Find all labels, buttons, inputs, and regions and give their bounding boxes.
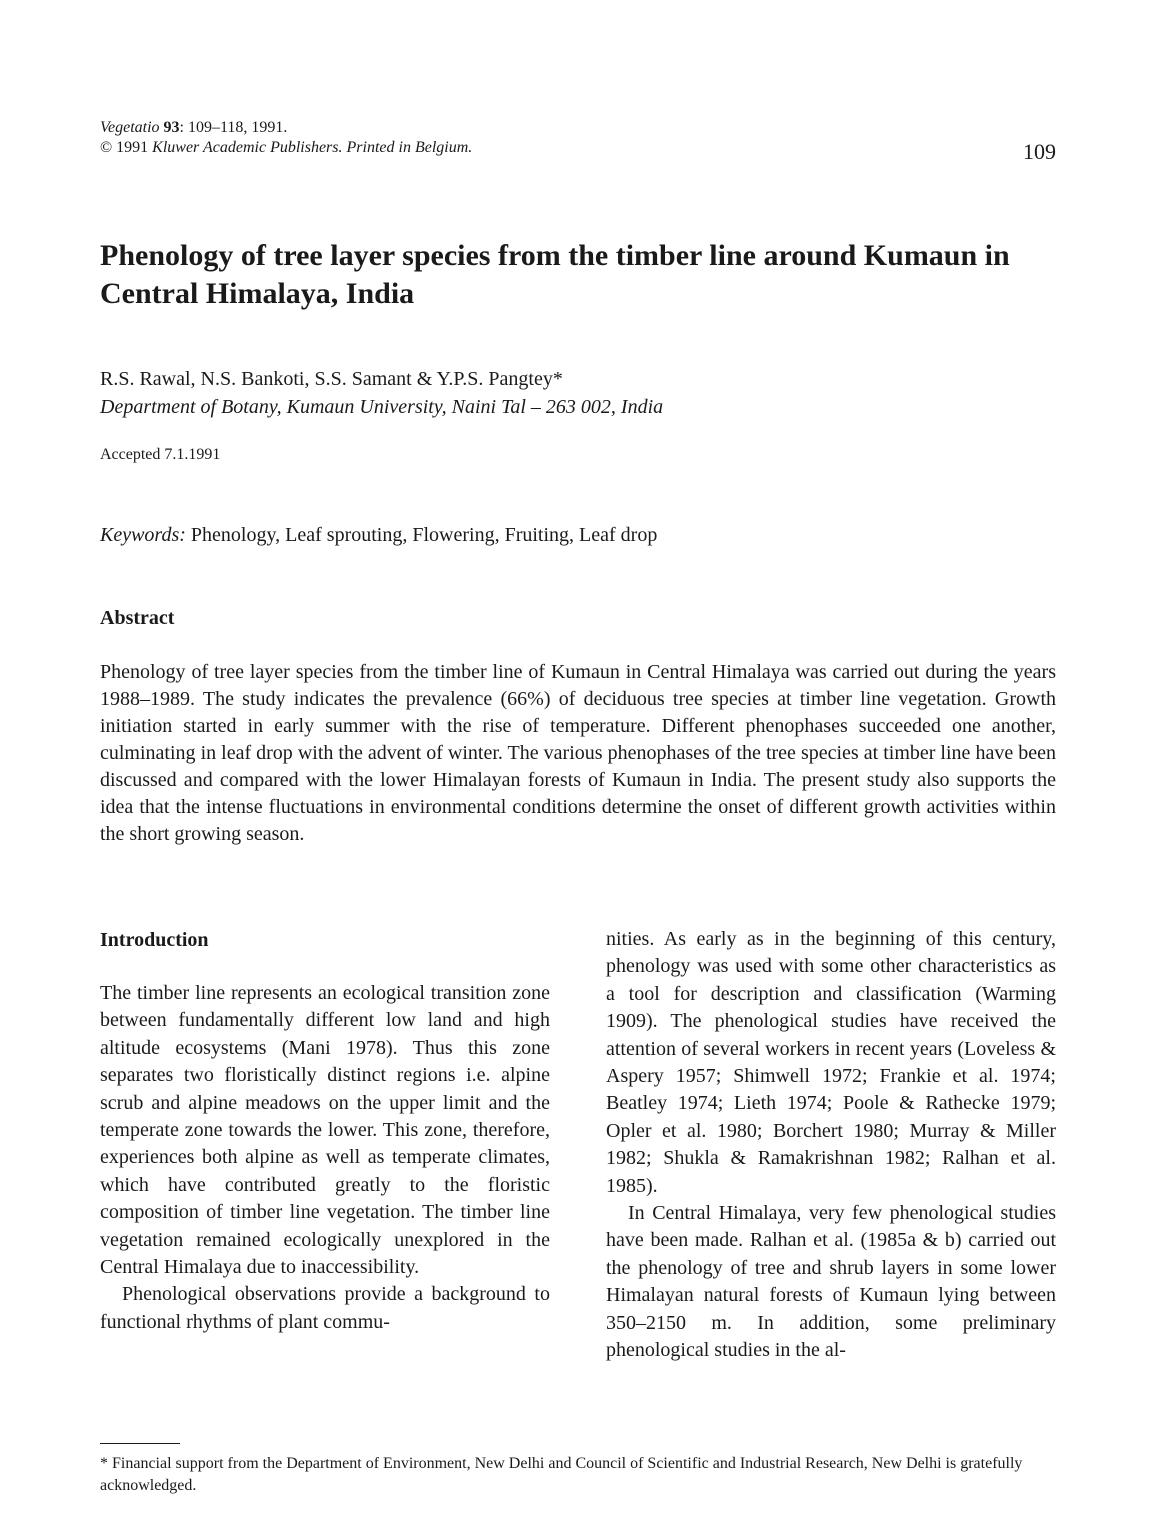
keywords-label: Keywords: [100, 524, 186, 546]
footnote-text: * Financial support from the Department of Environment, New Delhi and Council of Scientific and Industrial Research, New Delhi is gratefully acknowledged. [100, 1455, 1023, 1494]
footnote-divider [100, 1443, 180, 1444]
right-column [606, 926, 1056, 1365]
author-affiliation: Department of Botany, Kumaun University, Naini Tal – 263 002, India [100, 396, 664, 418]
abstract-heading: Abstract [100, 607, 175, 629]
introduction-heading: Introduction [100, 929, 209, 951]
intro-paragraph-3: In Central Himalaya, very few phenological studies have been made. Ralhan et al. (1985a & b) carried out the phenology of tree and shrub layers in some lower Himalayan natural forests of Kumaun lying between 350–2150 m. In addition, some preliminary phenological studies in the al- [606, 1202, 1056, 1362]
citation-line-2 [100, 138, 472, 158]
left-column [100, 980, 550, 1336]
article-title: Phenology of tree layer species from the timber line around Kumaun in Central Himalaya, India [100, 239, 1010, 310]
keywords-list: Phenology, Leaf sprouting, Flowering, Fruiting, Leaf drop [190, 524, 658, 546]
publisher-info: Kluwer Academic Publishers. Printed in Belgium. [152, 139, 473, 156]
author-list: R.S. Rawal, N.S. Bankoti, S.S. Samant & Y.P.S. Pangtey* [100, 368, 563, 390]
journal-name: Vegetatio [100, 119, 160, 136]
accepted-date: Accepted 7.1.1991 [100, 446, 221, 463]
copyright-year: © 1991 [100, 139, 149, 156]
citation-line-1 [100, 118, 472, 138]
intro-paragraph-2-continued: nities. As early as in the beginning of this century, phenology was used with some other characteristics as a tool for description and classification (Warming 1909). The phenological studies have received the attention of several workers in recent years (Loveless & Aspery 1957; Shimwell 1972; Frankie et al. 1974; Beatley 1974; Lieth 1974; Poole & Rathecke 1979; Opler et al. 1980; Borchert 1980; Murray & Miller 1982; Shukla & Ramakrishnan 1982; Ralhan et al. 1985). [606, 928, 1056, 1197]
page-number: 109 [1023, 139, 1056, 164]
intro-paragraph-1: The timber line represents an ecological transition zone between fundamentally different low land and high altitude ecosystems (Mani 1978). Thus this zone separates two floristically distinct regions i.e. alpine scrub and alpine meadows on the upper limit and the temperate zone towards the lower. This zone, therefore, experiences both alpine as well as temperate climates, which have contributed greatly to the floristic composition of timber line vegetation. The timber line vegetation remained ecologically unexplored in the Central Himalaya due to inaccessibility. [100, 982, 550, 1279]
journal-volume: 93 [163, 119, 180, 136]
abstract-text: Phenology of tree layer species from the timber line of Kumaun in Central Himalaya was carried out during the years 1988–1989. The study indicates the prevalence (66%) of deciduous tree species at timber line vegetation. Growth initiation started in early summer with the rise of temperature. Different phenophases succeeded one another, culminating in leaf drop with the advent of winter. The various phenophases of the tree species at timber line have been discussed and compared with the lower Himalayan forests of Kumaun in India. The present study also supports the idea that the intense fluctuations in environmental conditions determine the onset of different growth activities within the short growing season. [100, 661, 1056, 845]
intro-paragraph-2: Phenological observations provide a background to functional rhythms of plant commu- [100, 1283, 550, 1333]
journal-citation [100, 118, 472, 158]
keywords-line [100, 522, 657, 548]
journal-pages-year: : 109–118, 1991. [179, 119, 288, 136]
